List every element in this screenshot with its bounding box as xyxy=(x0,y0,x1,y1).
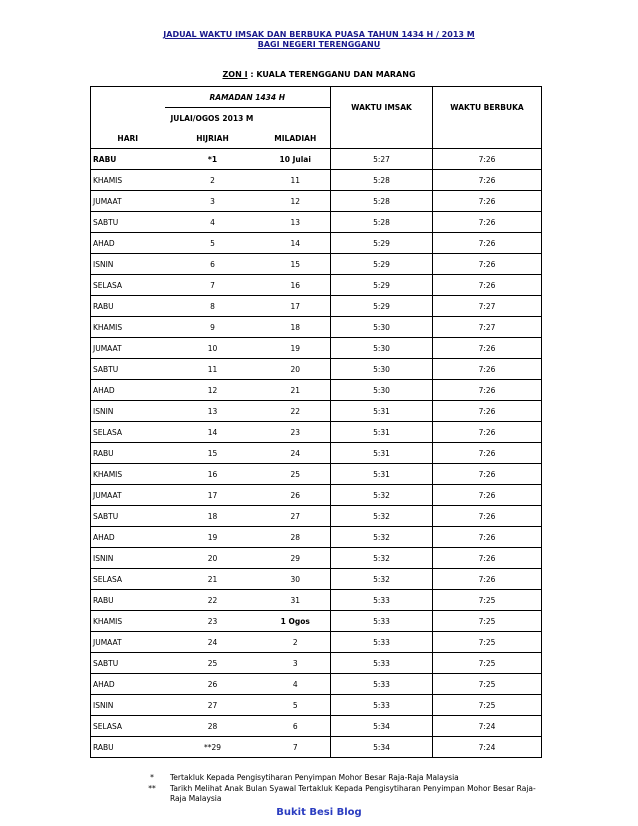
imsak-cell: 5:29 xyxy=(331,275,433,296)
berbuka-cell: 7:25 xyxy=(433,695,542,716)
day-cell: SABTU xyxy=(91,506,165,527)
imsak-cell: 5:33 xyxy=(331,653,433,674)
miladiah-cell: 19 xyxy=(261,338,331,359)
miladiah-cell: 10 Julai xyxy=(261,149,331,170)
miladiah-cell: 20 xyxy=(261,359,331,380)
hijriah-cell: 22 xyxy=(165,590,261,611)
berbuka-cell: 7:26 xyxy=(433,233,542,254)
miladiah-cell: 12 xyxy=(261,191,331,212)
day-cell: RABU xyxy=(91,443,165,464)
table-row xyxy=(91,548,542,569)
imsak-cell: 5:32 xyxy=(331,485,433,506)
table-row xyxy=(91,233,542,254)
berbuka-cell: 7:27 xyxy=(433,296,542,317)
table-row xyxy=(91,422,542,443)
imsak-cell: 5:33 xyxy=(331,590,433,611)
miladiah-cell: 2 xyxy=(261,632,331,653)
table-row xyxy=(91,527,542,548)
miladiah-cell: 16 xyxy=(261,275,331,296)
note-1-text: Tertakluk Kepada Pengisytiharan Penyimpan Mohor Besar Raja-Raja Malaysia xyxy=(170,773,459,782)
hijriah-cell: 23 xyxy=(165,611,261,632)
table-row xyxy=(91,737,542,758)
hijriah-cell: 7 xyxy=(165,275,261,296)
imsak-cell: 5:30 xyxy=(331,380,433,401)
miladiah-cell: 4 xyxy=(261,674,331,695)
imsak-cell: 5:33 xyxy=(331,695,433,716)
imsak-cell: 5:32 xyxy=(331,548,433,569)
imsak-cell: 5:32 xyxy=(331,527,433,548)
table-row xyxy=(91,590,542,611)
blog-watermark: Bukit Besi Blog xyxy=(276,807,362,818)
imsak-cell: 5:34 xyxy=(331,737,433,758)
hijriah-cell: 16 xyxy=(165,464,261,485)
hijriah-cell: 8 xyxy=(165,296,261,317)
header-imsak: WAKTU IMSAK xyxy=(331,87,433,129)
day-cell: ISNIN xyxy=(91,401,165,422)
header-row-ramadan xyxy=(91,87,542,108)
day-cell: SELASA xyxy=(91,716,165,737)
table-row xyxy=(91,674,542,695)
hijriah-cell: 10 xyxy=(165,338,261,359)
miladiah-cell: 1 Ogos xyxy=(261,611,331,632)
table-row xyxy=(91,506,542,527)
berbuka-cell: 7:26 xyxy=(433,401,542,422)
imsak-cell: 5:30 xyxy=(331,317,433,338)
day-cell: ISNIN xyxy=(91,695,165,716)
day-cell: KHAMIS xyxy=(91,170,165,191)
hijriah-cell: 19 xyxy=(165,527,261,548)
day-cell: SELASA xyxy=(91,275,165,296)
table-row xyxy=(91,149,542,170)
berbuka-cell: 7:24 xyxy=(433,737,542,758)
hijriah-cell: 6 xyxy=(165,254,261,275)
imsak-cell: 5:32 xyxy=(331,506,433,527)
day-cell: RABU xyxy=(91,296,165,317)
document-title-text: JADUAL WAKTU IMSAK DAN BERBUKA PUASA TAHUN 1434 H / 2013 M xyxy=(163,30,475,39)
berbuka-cell: 7:25 xyxy=(433,632,542,653)
day-cell: JUMAAT xyxy=(91,338,165,359)
imsak-cell: 5:30 xyxy=(331,338,433,359)
miladiah-cell: 25 xyxy=(261,464,331,485)
hijriah-cell: 12 xyxy=(165,380,261,401)
berbuka-cell: 7:26 xyxy=(433,191,542,212)
miladiah-cell: 17 xyxy=(261,296,331,317)
day-cell: ISNIN xyxy=(91,254,165,275)
table-row xyxy=(91,296,542,317)
berbuka-cell: 7:27 xyxy=(433,317,542,338)
table-row xyxy=(91,254,542,275)
document-title xyxy=(0,30,638,39)
day-cell: SELASA xyxy=(91,422,165,443)
berbuka-cell: 7:24 xyxy=(433,716,542,737)
table-row xyxy=(91,317,542,338)
table-row xyxy=(91,401,542,422)
hijriah-cell: 4 xyxy=(165,212,261,233)
day-cell: SABTU xyxy=(91,359,165,380)
hijriah-cell: 28 xyxy=(165,716,261,737)
month-label: JULAI/OGOS 2013 M xyxy=(165,108,331,129)
imsak-cell: 5:28 xyxy=(331,191,433,212)
miladiah-cell: 26 xyxy=(261,485,331,506)
table-row xyxy=(91,653,542,674)
table-row xyxy=(91,485,542,506)
hijriah-cell: 14 xyxy=(165,422,261,443)
hijriah-cell: **29 xyxy=(165,737,261,758)
note-2-text: Tarikh Melihat Anak Bulan Syawal Tertakluk Kepada Pengisytiharan Penyimpan Mohor Besar Raja-Raja Malaysia xyxy=(170,784,536,803)
header-hijriah: HIJRIAH xyxy=(165,128,261,149)
hijriah-cell: 9 xyxy=(165,317,261,338)
zone-label: ZON I xyxy=(222,70,248,79)
hijriah-cell: 13 xyxy=(165,401,261,422)
miladiah-cell: 15 xyxy=(261,254,331,275)
hijriah-cell: 27 xyxy=(165,695,261,716)
miladiah-cell: 30 xyxy=(261,569,331,590)
berbuka-cell: 7:26 xyxy=(433,464,542,485)
zone-description: : KUALA TERENGGANU DAN MARANG xyxy=(247,70,416,79)
imsak-cell: 5:27 xyxy=(331,149,433,170)
berbuka-cell: 7:26 xyxy=(433,359,542,380)
berbuka-cell: 7:26 xyxy=(433,275,542,296)
day-cell: SABTU xyxy=(91,653,165,674)
berbuka-cell: 7:26 xyxy=(433,443,542,464)
hijriah-cell: 21 xyxy=(165,569,261,590)
imsak-cell: 5:33 xyxy=(331,632,433,653)
miladiah-cell: 21 xyxy=(261,380,331,401)
hijriah-cell: 11 xyxy=(165,359,261,380)
day-cell: SABTU xyxy=(91,212,165,233)
document-subtitle-text: BAGI NEGERI TERENGGANU xyxy=(257,40,381,49)
day-cell: KHAMIS xyxy=(91,317,165,338)
day-cell: RABU xyxy=(91,590,165,611)
hijriah-cell: 15 xyxy=(165,443,261,464)
miladiah-cell: 6 xyxy=(261,716,331,737)
berbuka-cell: 7:26 xyxy=(433,485,542,506)
hijriah-cell: 25 xyxy=(165,653,261,674)
berbuka-cell: 7:26 xyxy=(433,422,542,443)
table-row xyxy=(91,359,542,380)
miladiah-cell: 14 xyxy=(261,233,331,254)
table-row xyxy=(91,443,542,464)
table-row xyxy=(91,464,542,485)
imsak-cell: 5:31 xyxy=(331,443,433,464)
day-cell: JUMAAT xyxy=(91,632,165,653)
berbuka-cell: 7:25 xyxy=(433,674,542,695)
imsak-cell: 5:31 xyxy=(331,422,433,443)
table-row xyxy=(91,632,542,653)
imsak-cell: 5:31 xyxy=(331,464,433,485)
miladiah-cell: 29 xyxy=(261,548,331,569)
note-1-mark: * xyxy=(150,773,154,782)
berbuka-cell: 7:26 xyxy=(433,149,542,170)
imsak-cell: 5:33 xyxy=(331,674,433,695)
note-2-mark: ** xyxy=(148,784,156,793)
miladiah-cell: 28 xyxy=(261,527,331,548)
berbuka-cell: 7:26 xyxy=(433,548,542,569)
hijriah-cell: 3 xyxy=(165,191,261,212)
table-row xyxy=(91,275,542,296)
berbuka-cell: 7:26 xyxy=(433,170,542,191)
imsak-cell: 5:30 xyxy=(331,359,433,380)
berbuka-cell: 7:25 xyxy=(433,590,542,611)
day-cell: AHAD xyxy=(91,233,165,254)
hijriah-cell: 26 xyxy=(165,674,261,695)
table-row xyxy=(91,695,542,716)
day-cell: ISNIN xyxy=(91,548,165,569)
berbuka-cell: 7:26 xyxy=(433,380,542,401)
day-cell: RABU xyxy=(91,149,165,170)
table-row xyxy=(91,380,542,401)
ramadan-label: RAMADAN 1434 H xyxy=(165,87,331,108)
table-row xyxy=(91,338,542,359)
day-cell: AHAD xyxy=(91,674,165,695)
berbuka-cell: 7:25 xyxy=(433,611,542,632)
miladiah-cell: 24 xyxy=(261,443,331,464)
table-row xyxy=(91,212,542,233)
miladiah-cell: 22 xyxy=(261,401,331,422)
hijriah-cell: *1 xyxy=(165,149,261,170)
miladiah-cell: 18 xyxy=(261,317,331,338)
miladiah-cell: 13 xyxy=(261,212,331,233)
header-berbuka: WAKTU BERBUKA xyxy=(433,87,542,129)
miladiah-cell: 27 xyxy=(261,506,331,527)
note-1 xyxy=(140,773,540,783)
imsak-cell: 5:29 xyxy=(331,296,433,317)
hijriah-cell: 24 xyxy=(165,632,261,653)
berbuka-cell: 7:26 xyxy=(433,212,542,233)
berbuka-cell: 7:26 xyxy=(433,254,542,275)
berbuka-cell: 7:26 xyxy=(433,527,542,548)
miladiah-cell: 11 xyxy=(261,170,331,191)
hijriah-cell: 18 xyxy=(165,506,261,527)
day-cell: JUMAAT xyxy=(91,485,165,506)
table-row xyxy=(91,716,542,737)
imsak-cell: 5:28 xyxy=(331,212,433,233)
schedule-table xyxy=(90,86,542,758)
note-2 xyxy=(140,784,540,804)
day-cell: KHAMIS xyxy=(91,611,165,632)
miladiah-cell: 5 xyxy=(261,695,331,716)
imsak-cell: 5:29 xyxy=(331,254,433,275)
imsak-cell: 5:28 xyxy=(331,170,433,191)
imsak-cell: 5:34 xyxy=(331,716,433,737)
hijriah-cell: 5 xyxy=(165,233,261,254)
table-row xyxy=(91,569,542,590)
berbuka-cell: 7:26 xyxy=(433,569,542,590)
header-row-columns xyxy=(91,128,542,149)
day-cell: AHAD xyxy=(91,380,165,401)
day-cell: SELASA xyxy=(91,569,165,590)
berbuka-cell: 7:26 xyxy=(433,506,542,527)
header-miladiah: MILADIAH xyxy=(261,128,331,149)
day-cell: JUMAAT xyxy=(91,191,165,212)
imsak-cell: 5:31 xyxy=(331,401,433,422)
day-cell: RABU xyxy=(91,737,165,758)
imsak-cell: 5:29 xyxy=(331,233,433,254)
table-row xyxy=(91,611,542,632)
zone-heading xyxy=(0,70,638,79)
hijriah-cell: 20 xyxy=(165,548,261,569)
miladiah-cell: 31 xyxy=(261,590,331,611)
imsak-cell: 5:33 xyxy=(331,611,433,632)
hijriah-cell: 2 xyxy=(165,170,261,191)
document-subtitle xyxy=(0,40,638,49)
miladiah-cell: 3 xyxy=(261,653,331,674)
hijriah-cell: 17 xyxy=(165,485,261,506)
berbuka-cell: 7:26 xyxy=(433,338,542,359)
day-cell: KHAMIS xyxy=(91,464,165,485)
miladiah-cell: 7 xyxy=(261,737,331,758)
berbuka-cell: 7:25 xyxy=(433,653,542,674)
day-cell: AHAD xyxy=(91,527,165,548)
table-row xyxy=(91,191,542,212)
miladiah-cell: 23 xyxy=(261,422,331,443)
imsak-cell: 5:32 xyxy=(331,569,433,590)
table-row xyxy=(91,170,542,191)
header-hari: HARI xyxy=(91,128,165,149)
